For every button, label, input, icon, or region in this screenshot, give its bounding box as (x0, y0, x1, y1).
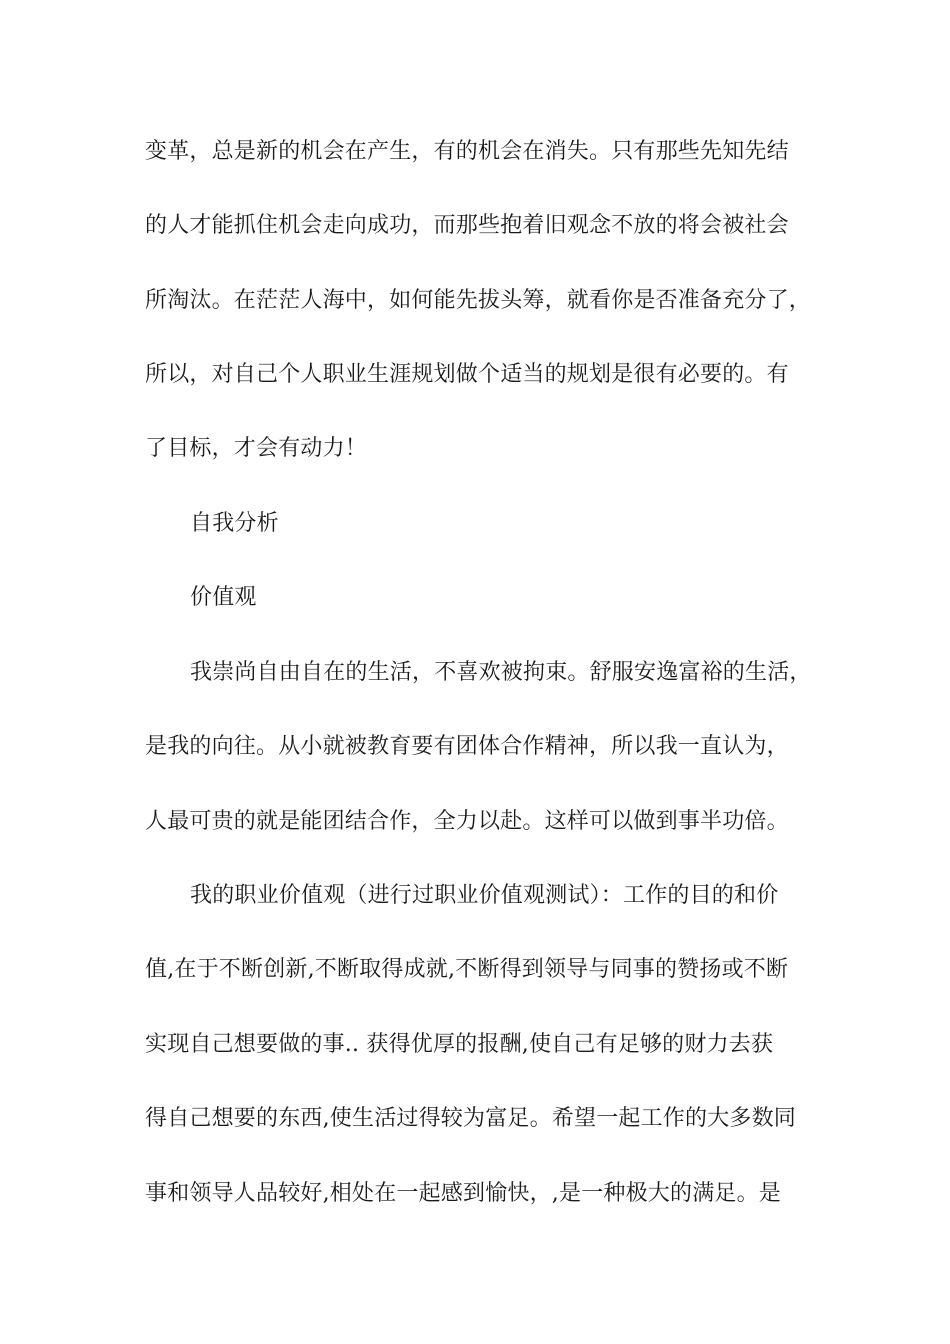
paragraph-line: 人最可贵的就是能团结合作，全力以赴。这样可以做到事半功倍。 (145, 809, 789, 834)
paragraph-line: 是我的向往。从小就被教育要有团体合作精神，所以我一直认为， (145, 734, 789, 759)
paragraph-line: 实现自己想要做的事.. 获得优厚的报酬,使自己有足够的财力去获 (145, 1032, 774, 1057)
paragraph-line: 所以，对自己个人职业生涯规划做个适当的规划是很有必要的。有 (145, 362, 789, 387)
paragraph-line: 我的职业价值观（进行过职业价值观测试）：工作的目的和价 (190, 883, 779, 908)
subsection-heading: 价值观 (190, 585, 257, 610)
paragraph-line: 值,在于不断创新,不断取得成就,不断得到领导与同事的赞扬或不断 (145, 957, 789, 982)
paragraph-line: 了目标，才会有动力！ (145, 436, 368, 461)
section-heading: 自我分析 (190, 511, 279, 536)
paragraph-line: 我崇尚自由自在的生活，不喜欢被拘束。舒服安逸富裕的生活， (190, 660, 812, 685)
paragraph-line: 的人才能抓住机会走向成功，而那些抱着旧观念不放的将会被社会 (145, 213, 789, 238)
paragraph-line: 得自己想要的东西,使生活过得较为富足。希望一起工作的大多数同 (145, 1106, 796, 1131)
paragraph-line: 变革，总是新的机会在产生，有的机会在消失。只有那些先知先结 (145, 139, 789, 164)
paragraph-line: 事和领导人品较好,相处在一起感到愉快，,是一种极大的满足。是 (145, 1181, 781, 1206)
paragraph-line: 所淘汰。在茫茫人海中，如何能先拔头筹，就看你是否准备充分了， (145, 288, 812, 313)
